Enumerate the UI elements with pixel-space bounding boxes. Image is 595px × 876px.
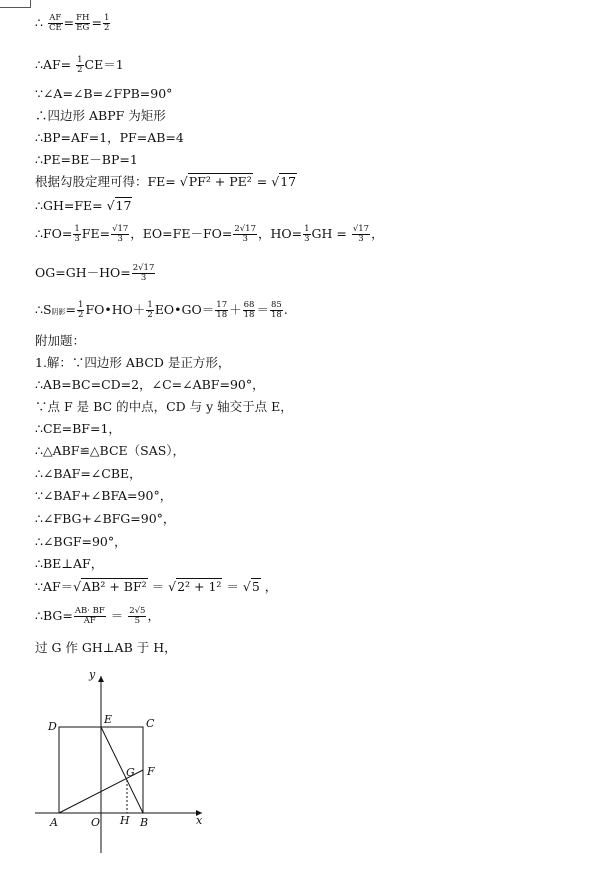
label-e: E bbox=[104, 713, 113, 726]
equation-fo-eo-ho: ∴FO= $\frac{1}{3}$ FE= $\frac{√17}{3}$ ，EO=FE－FO= $\frac{2√17}{3}$ ，HO= $\frac{1}{3}$ GH = $\frac{√17}{3}$ ， bbox=[35, 224, 384, 244]
text-line: ∵∠BAF+∠BFA=90°， bbox=[35, 488, 173, 503]
text-line: ∴四边形 ABPF 为矩形 bbox=[35, 108, 166, 123]
equation-fe: 根据勾股定理可得：FE= √PF² + PE² = √17 bbox=[35, 174, 297, 189]
label-h: H bbox=[120, 814, 130, 827]
label-g: G bbox=[126, 766, 135, 779]
equation-ratio: ∴ $\frac{AF}{CE}$ = $\frac{FH}{EG}$ = $\frac{1}{2}$ bbox=[35, 13, 110, 33]
fraction: $\frac{AF}{CE}$ bbox=[48, 13, 62, 33]
text-line: ∴BP=AF=1，PF=AB=4 bbox=[35, 130, 184, 145]
fraction: $\frac{2√17}{3}$ bbox=[132, 263, 155, 283]
square-root: √5 bbox=[242, 579, 260, 594]
fraction: $\frac{68}{18}$ bbox=[243, 300, 255, 320]
equation-og: OG=GH－HO= $\frac{2√17}{3}$ bbox=[35, 263, 155, 283]
square-root: √2² + 1² bbox=[168, 579, 222, 594]
fraction: $\frac{FH}{EG}$ bbox=[76, 13, 90, 33]
square-root: √17 bbox=[271, 174, 297, 189]
text-line: ∴CE=BF=1， bbox=[35, 421, 121, 436]
fraction: $\frac{2√5}{5}$ bbox=[129, 606, 146, 626]
label-x: x bbox=[196, 814, 203, 827]
text-line: 过 G 作 GH⊥AB 于 H， bbox=[35, 640, 177, 655]
fraction: $\frac{2√17}{3}$ bbox=[234, 224, 256, 244]
equation-bg: ∴BG= $\frac{AB\cdot BF}{AF}$ ＝ $\frac{2√5}{5}$ ， bbox=[35, 606, 160, 626]
text-line: ∴BE⊥AF， bbox=[35, 556, 104, 571]
text-line: ∴AB=BC=CD=2，∠C=∠ABF=90°， bbox=[35, 377, 265, 392]
text-line: ∴△ABF≌△BCE（SAS）， bbox=[35, 443, 186, 458]
fraction: $\frac{√17}{3}$ bbox=[112, 224, 129, 244]
fraction: $\frac{1}{3}$ bbox=[304, 224, 310, 244]
square-root: √17 bbox=[106, 198, 132, 213]
label-a: A bbox=[50, 816, 58, 829]
equation-af: ∴AF= $\frac{1}{2}$ CE＝1 bbox=[35, 55, 124, 75]
fraction: $\frac{AB\cdot BF}{AF}$ bbox=[74, 606, 105, 626]
geometry-figure bbox=[30, 668, 220, 858]
text-line: ∴∠BGF=90°， bbox=[35, 534, 127, 549]
label-d: D bbox=[48, 720, 57, 733]
square-root: √PF² + PE² bbox=[179, 174, 252, 189]
fraction: $\frac{1}{2}$ bbox=[77, 55, 83, 75]
fraction: $\frac{17}{18}$ bbox=[216, 300, 228, 320]
fraction: $\frac{1}{2}$ bbox=[103, 13, 110, 33]
therefore-symbol: ∴ bbox=[35, 15, 43, 30]
equation-af-length: ∵AF＝√AB² + BF² ＝ √2² + 1² ＝ √5 ， bbox=[35, 579, 278, 594]
fraction: $\frac{85}{18}$ bbox=[270, 300, 282, 320]
square-root: √AB² + BF² bbox=[73, 579, 147, 594]
label-b: B bbox=[140, 816, 149, 829]
page-corner-mark bbox=[0, 0, 31, 8]
label-f: F bbox=[147, 765, 155, 778]
fraction: $\frac{√17}{3}$ bbox=[352, 224, 370, 244]
section-heading: 附加题： bbox=[35, 333, 86, 348]
text-line: ∴PE=BE－BP=1 bbox=[35, 152, 138, 167]
label-y: y bbox=[89, 668, 96, 681]
fraction: $\frac{1}{2}$ bbox=[78, 300, 84, 320]
text-line: ∴∠FBG+∠BFG=90°， bbox=[35, 511, 176, 526]
text-line: 1.解：∵四边形 ABCD 是正方形， bbox=[35, 355, 231, 370]
segment-be bbox=[101, 727, 143, 813]
text-line: ∵∠A=∠B=∠FPB=90° bbox=[35, 86, 173, 101]
text-line: ∵点 F 是 BC 的中点，CD 与 y 轴交于点 E， bbox=[35, 399, 293, 414]
equation-gh: ∴GH=FE= √17 bbox=[35, 198, 132, 213]
label-o: O bbox=[91, 816, 101, 829]
label-c: C bbox=[146, 717, 155, 730]
equation-shaded-area: ∴S阴影= $\frac{1}{2}$ FO•HO＋ $\frac{1}{2}$ EO•GO＝ $\frac{17}{18}$ ＋ $\frac{68}{18}$ ＝ $\frac{85}{18}$ . bbox=[35, 300, 288, 320]
fraction: $\frac{1}{3}$ bbox=[74, 224, 80, 244]
fraction: $\frac{1}{2}$ bbox=[147, 300, 153, 320]
text-line: ∴∠BAF=∠CBE， bbox=[35, 466, 142, 481]
